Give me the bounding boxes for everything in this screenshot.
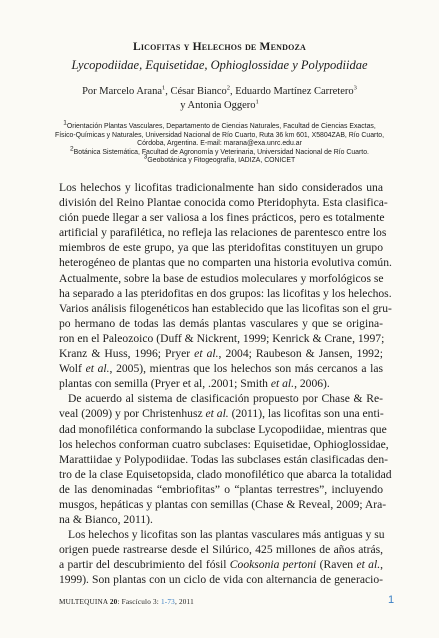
italic-run: et al.	[194, 347, 219, 361]
text-run: (Raven	[316, 558, 357, 572]
author-text: , Eduardo Martínez Carretero	[230, 86, 354, 97]
text-line: dad monofilética conformando la subclase Lycopodiidae, mientras que	[59, 422, 387, 436]
affiliation-line	[18, 119, 421, 132]
text-line: miembros de este grupo, ya que las pteridofitas constituyen un grupo	[59, 241, 383, 255]
page-subtitle: Lycopodiidae, Equisetidae, Ophioglossidae y Polypodiidae	[71, 58, 368, 72]
text-line: 1999). Son plantas con un ciclo de vida con alternancia de generacio-	[59, 573, 383, 587]
author-line	[20, 99, 419, 113]
affiliation-line	[18, 140, 421, 149]
affiliation-text: Botánica Sistemática, Facultad de Agronomía y Veterinaria, Universidad Nacional de Río Cuarto.	[73, 148, 369, 156]
text-line: división del Reino Plantae conocida como Pteridophyta. Esta clasifica-	[59, 196, 388, 210]
author-block	[20, 85, 419, 113]
italic-run: Cooksonia pertoni	[229, 558, 317, 572]
author-text: Por Marcelo Arana	[82, 86, 162, 97]
text-line	[59, 406, 383, 421]
text-line	[59, 346, 383, 361]
text-line: heterogéneo de plantas que no comparten una historia evolutiva común.	[59, 256, 392, 270]
affiliation-text: Córdoba, Argentina. E-mail: marana@exa.unrc.edu.ar	[137, 140, 302, 148]
text-run: , 2005), mientras que los helechos son más cercanos a las	[109, 362, 384, 376]
author-line	[20, 85, 419, 99]
text-line: musgos, hepáticas y plantas con semillas (Chase & Reveal, 2009; Ara-	[59, 497, 387, 511]
author-text: y Antonia Oggero	[180, 100, 256, 111]
italic-run: et al.	[85, 362, 110, 376]
page-range: 1-73	[160, 598, 175, 606]
affil-marker: 1	[63, 119, 67, 127]
text-line	[59, 376, 383, 391]
footer-citation	[59, 598, 389, 606]
text-run: Wolf	[59, 362, 86, 376]
affil-marker: 3	[353, 84, 357, 92]
page-title: Licofitas y Helechos de Mendoza	[132, 41, 307, 53]
text-line: ha separado a las pteridofitas en dos grupos: las licofitas y los helechos.	[59, 286, 392, 300]
affiliation-text: Geobotánica y Fitogeografía, IADIZA, CONICET	[147, 157, 296, 165]
text-line: origen puede rastrearse desde el Silúrico, 425 millones de años atrás,	[59, 543, 383, 557]
text-line: ción puede llegar a ser valiosa a los fines prácticos, pero es totalmente	[59, 211, 385, 225]
text-run: Kranz & Huss, 1996; Pryer	[59, 347, 195, 361]
text-run: (2011), las licofitas son una enti-	[228, 407, 384, 421]
affiliation-line	[18, 132, 421, 141]
text-line: Varios análisis filogenéticos han establecido que las licofitas son el gru-	[59, 301, 392, 315]
text-run: ,	[380, 558, 383, 572]
text-line: De acuerdo al sistema de clasificación propuesto por Chase & Re-	[68, 392, 383, 406]
journal-year: , 2011	[174, 598, 194, 606]
page-number: 1	[388, 594, 395, 606]
text-run: , 2004; Raubeson & Jansen, 1992;	[218, 347, 383, 361]
journal-fascicle: : Fascículo 3:	[117, 598, 161, 606]
text-line: artificial y parafilética, no refleja las relaciones de parentesco entre los	[59, 226, 387, 240]
affiliation-line	[18, 154, 421, 166]
italic-run: et al.	[205, 407, 229, 421]
text-run: veal (2009) y por Christenhusz	[59, 407, 206, 421]
text-line: de las denominadas “embriofitas” o “plantas terrestres”, incluyendo	[59, 482, 383, 496]
affil-marker: 2	[70, 145, 74, 153]
body-text	[59, 180, 392, 588]
text-line: Marattiidae y Polypodiidae. Todas las subclases están clasificadas den-	[59, 452, 388, 466]
affil-marker: 1	[255, 98, 259, 106]
affiliation-text: Físico-Químicas y Naturales, Universidad Nacional de Río Cuarto, Ruta 36 km 601, X5804ZAB, Río Cuarto,	[55, 131, 384, 139]
text-line: ron en el Paleozoico (Duff & Nickrent, 1999; Kenrick & Crane, 1997;	[59, 331, 385, 345]
affiliation-text: Orientación Plantas Vasculares, Departamento de Ciencias Naturales, Facultad de Ciencias Exactas,	[66, 123, 376, 130]
text-line	[59, 557, 383, 572]
text-line: tro de la clase Equisetopsida, clado monofilético que abarca la totalidad	[59, 467, 392, 481]
affil-marker: 3	[143, 154, 148, 162]
affil-marker: 1	[161, 84, 166, 92]
italic-run: et al.	[356, 558, 381, 572]
text-line: los helechos conforman cuatro subclases: Equisetidae, Ophioglossidae,	[59, 437, 389, 451]
italic-run: et al.	[270, 377, 295, 391]
text-line: po hermano de todas las demás plantas vasculares y que se origina-	[59, 316, 383, 330]
text-line	[59, 361, 383, 376]
author-text: , César Bianco	[165, 86, 227, 97]
text-line: Los helechos y licofitas son las plantas vasculares más antiguas y su	[68, 528, 385, 542]
text-line: na & Bianco, 2011).	[59, 513, 153, 527]
text-line: Los helechos y licofitas tradicionalmente han sido considerados una	[59, 181, 383, 194]
text-run: plantas con semilla (Pryer et al, .2001; Smith	[59, 377, 271, 391]
journal-name: MULTEQUINA	[59, 598, 110, 606]
text-run: a partir del descubrimiento del fósil	[59, 558, 230, 572]
affil-marker: 2	[226, 84, 231, 92]
affiliations	[18, 119, 421, 166]
text-run: , 2006).	[294, 377, 330, 391]
journal-volume: 20	[109, 598, 118, 606]
text-line: Actualmente, sobre la base de estudios moleculares y morfológicos se	[59, 271, 384, 285]
